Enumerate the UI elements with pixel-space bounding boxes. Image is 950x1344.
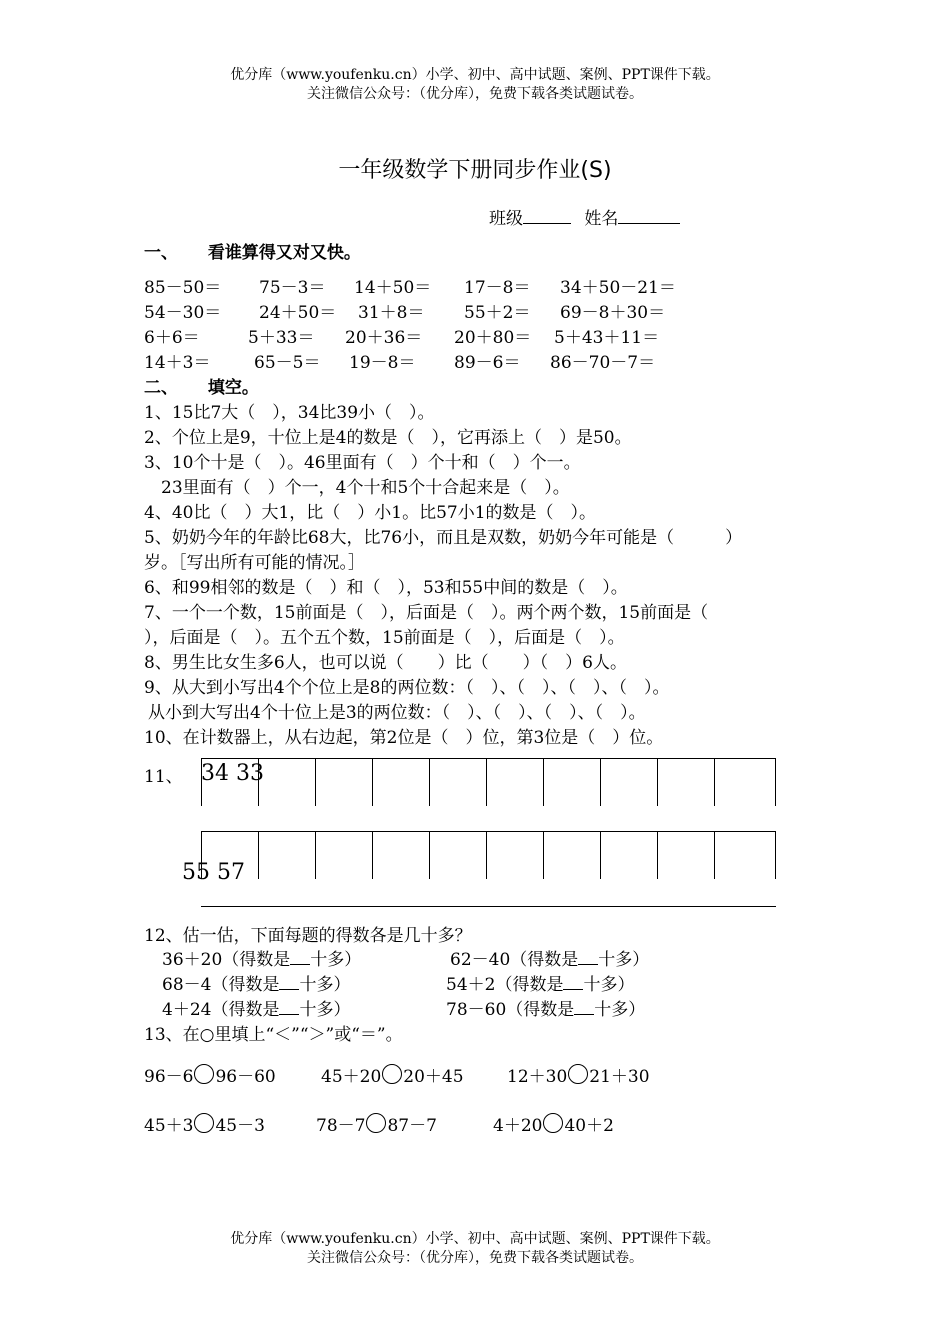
calc-item: 69－8＋30＝ <box>560 303 666 323</box>
section2-title: 填空。 <box>207 378 259 398</box>
estimate-blank[interactable] <box>290 948 310 965</box>
header-line-1: 优分库（www.youfenku.cn）小学、初中、高中试题、案例、PPT课件下载。 <box>230 67 720 83</box>
grid-cell[interactable] <box>658 832 715 879</box>
fill-line: 23里面有（ ）个一，4个十和5个十合起来是（ ）。 <box>144 478 570 498</box>
fill-line: 2、个位上是9，十位上是4的数是（ ），它再添上（ ）是50。 <box>144 428 632 448</box>
compare-right: 45－3 <box>215 1116 265 1136</box>
grid-cell[interactable] <box>544 759 601 806</box>
fill-line: 6、和99相邻的数是（ ）和（ ），53和55中间的数是（ ）。 <box>144 578 628 598</box>
grid-cell[interactable] <box>658 759 715 806</box>
compare-right: 40＋2 <box>564 1116 614 1136</box>
calc-item: 85－50＝ <box>144 278 222 298</box>
compare-item <box>493 1113 614 1139</box>
compare-circle[interactable] <box>194 1113 214 1133</box>
grid2-given-numbers: 55 57 <box>182 860 245 885</box>
calc-item: 34＋50－21＝ <box>560 278 676 298</box>
section2-heading <box>144 376 259 401</box>
compare-item <box>316 1113 437 1139</box>
estimate-expr: 4＋24 <box>162 1000 212 1020</box>
compare-left: 45＋20 <box>321 1067 382 1087</box>
grid-cell[interactable] <box>544 832 601 879</box>
estimate-expr: 68－4 <box>162 975 212 995</box>
grid-cell[interactable] <box>316 759 373 806</box>
estimate-blank[interactable] <box>563 973 583 990</box>
class-blank[interactable] <box>523 206 571 224</box>
grid1-given-numbers: 34 33 <box>201 761 264 786</box>
compare-right: 21＋30 <box>589 1067 650 1087</box>
compare-circle[interactable] <box>543 1113 563 1133</box>
compare-left: 96－6 <box>144 1067 194 1087</box>
estimate-item <box>446 973 634 998</box>
q12-intro: 12、估一估，下面每题的得数各是几十多？ <box>144 926 472 946</box>
calc-item: 86－70－7＝ <box>550 353 656 373</box>
fill-line: 4、40比（ ）大1，比（ ）小1。比57小1的数是（ ）。 <box>144 503 597 523</box>
estimate-pre: （得数是 <box>222 950 291 970</box>
calc-item: 65－5＝ <box>254 353 321 373</box>
grid-cell[interactable] <box>259 832 316 879</box>
grid-cell[interactable] <box>715 759 772 806</box>
page-title: 一年级数学下册同步作业(S) <box>338 158 612 183</box>
compare-right: 87－7 <box>387 1116 437 1136</box>
name-blank[interactable] <box>618 206 680 224</box>
estimate-blank[interactable] <box>279 998 299 1015</box>
compare-right: 96－60 <box>215 1067 276 1087</box>
estimate-item <box>450 948 649 973</box>
compare-item <box>321 1064 464 1090</box>
class-label: 班级 <box>489 209 523 229</box>
grid-cell[interactable] <box>373 759 430 806</box>
student-info <box>489 206 680 232</box>
number-grid-1 <box>201 758 776 806</box>
calc-item: 24＋50＝ <box>259 303 337 323</box>
estimate-expr: 36＋20 <box>162 950 223 970</box>
compare-item <box>507 1064 650 1090</box>
estimate-blank[interactable] <box>578 948 598 965</box>
section1-number: 一、 <box>144 243 178 263</box>
calc-item: 14＋50＝ <box>354 278 432 298</box>
grid-cell[interactable] <box>601 832 658 879</box>
calc-item: 17－8＝ <box>464 278 531 298</box>
compare-right: 20＋45 <box>403 1067 464 1087</box>
calc-item: 55＋2＝ <box>464 303 531 323</box>
calc-item: 89－6＝ <box>454 353 521 373</box>
compare-item <box>144 1064 276 1090</box>
calc-item: 20＋80＝ <box>454 328 532 348</box>
grid-cell[interactable] <box>715 832 772 879</box>
q11-label: 11、 <box>144 767 183 787</box>
calc-item: 19－8＝ <box>349 353 416 373</box>
estimate-pre: （得数是 <box>510 950 579 970</box>
grid-cell[interactable] <box>430 759 487 806</box>
estimate-item <box>162 973 350 998</box>
calc-item: 5＋33＝ <box>248 328 315 348</box>
estimate-blank[interactable] <box>574 998 594 1015</box>
calc-item: 5＋43＋11＝ <box>554 328 660 348</box>
grid-cell[interactable] <box>259 759 316 806</box>
calc-item: 6＋6＝ <box>144 328 200 348</box>
fill-line: 3、10个十是（ ）。46里面有（ ）个十和（ ）个一。 <box>144 453 581 473</box>
estimate-expr: 54＋2 <box>446 975 496 995</box>
compare-circle[interactable] <box>194 1064 214 1084</box>
section2-number: 二、 <box>144 378 178 398</box>
header-line-2: 关注微信公众号：（优分库），免费下载各类试题试卷。 <box>307 86 643 102</box>
estimate-post: 十多） <box>594 1000 646 1020</box>
estimate-blank[interactable] <box>279 973 299 990</box>
compare-circle[interactable] <box>366 1113 386 1133</box>
fill-line: 10、在计数器上，从右边起，第2位是（ ）位，第3位是（ ）位。 <box>144 728 664 748</box>
fill-line: 8、男生比女生多6人，也可以说（ ）比（ ）（ ）6人。 <box>144 653 627 673</box>
grid-cell[interactable] <box>487 759 544 806</box>
calc-item: 20＋36＝ <box>345 328 423 348</box>
grid-cell[interactable] <box>430 832 487 879</box>
section1-heading <box>144 241 361 266</box>
grid-cell[interactable] <box>487 832 544 879</box>
compare-left: 4＋20 <box>493 1116 543 1136</box>
estimate-item <box>162 948 361 973</box>
compare-left: 78－7 <box>316 1116 366 1136</box>
section1-title: 看谁算得又对又快。 <box>207 243 361 263</box>
estimate-post: 十多） <box>598 950 650 970</box>
estimate-item <box>446 998 645 1023</box>
q13-intro: 13、在○里填上“＜”“＞”或“＝”。 <box>144 1025 403 1045</box>
fill-line: 7、一个一个数，15前面是（ ），后面是（ ）。两个两个数，15前面是（ <box>144 603 709 623</box>
estimate-item <box>162 998 350 1023</box>
fill-line: 从小到大写出4个十位上是3的两位数：（ ）、（ ）、（ ）、（ ）。 <box>148 703 646 723</box>
calc-item: 31＋8＝ <box>358 303 425 323</box>
estimate-pre: （得数是 <box>211 975 280 995</box>
fill-line: 5、奶奶今年的年龄比68大，比76小，而且是双数，奶奶今年可能是（ ） <box>144 528 743 548</box>
number-grid-2 <box>201 831 776 879</box>
estimate-expr: 62－40 <box>450 950 511 970</box>
estimate-expr: 78－60 <box>446 1000 507 1020</box>
estimate-pre: （得数是 <box>211 1000 280 1020</box>
calc-item: 54－30＝ <box>144 303 222 323</box>
compare-circle[interactable] <box>382 1064 402 1084</box>
compare-circle[interactable] <box>568 1064 588 1084</box>
grid-cell[interactable] <box>316 832 373 879</box>
estimate-pre: （得数是 <box>495 975 564 995</box>
footer-line-2: 关注微信公众号：（优分库），免费下载各类试题试卷。 <box>307 1250 643 1266</box>
estimate-pre: （得数是 <box>506 1000 575 1020</box>
name-label: 姓名 <box>584 209 619 229</box>
estimate-post: 十多） <box>299 975 351 995</box>
fill-line: ），后面是（ ）。五个五个数，15前面是（ ），后面是（ ）。 <box>144 628 625 648</box>
grid-cell[interactable] <box>601 759 658 806</box>
fill-line: 9、从大到小写出4个个位上是8的两位数：（ ）、（ ）、（ ）、（ ）。 <box>144 678 670 698</box>
compare-item <box>144 1113 265 1139</box>
footer-line-1: 优分库（www.youfenku.cn）小学、初中、高中试题、案例、PPT课件下载。 <box>230 1231 720 1247</box>
calc-item: 75－3＝ <box>259 278 326 298</box>
fill-line: 岁。［写出所有可能的情况。］ <box>144 553 365 573</box>
estimate-post: 十多） <box>299 1000 351 1020</box>
compare-left: 45＋3 <box>144 1116 194 1136</box>
estimate-post: 十多） <box>583 975 635 995</box>
calc-item: 14＋3＝ <box>144 353 211 373</box>
divider-line <box>201 906 776 907</box>
grid-cell[interactable] <box>373 832 430 879</box>
estimate-post: 十多） <box>310 950 362 970</box>
fill-line: 1、15比7大（ ），34比39小（ ）。 <box>144 403 435 423</box>
compare-left: 12＋30 <box>507 1067 568 1087</box>
